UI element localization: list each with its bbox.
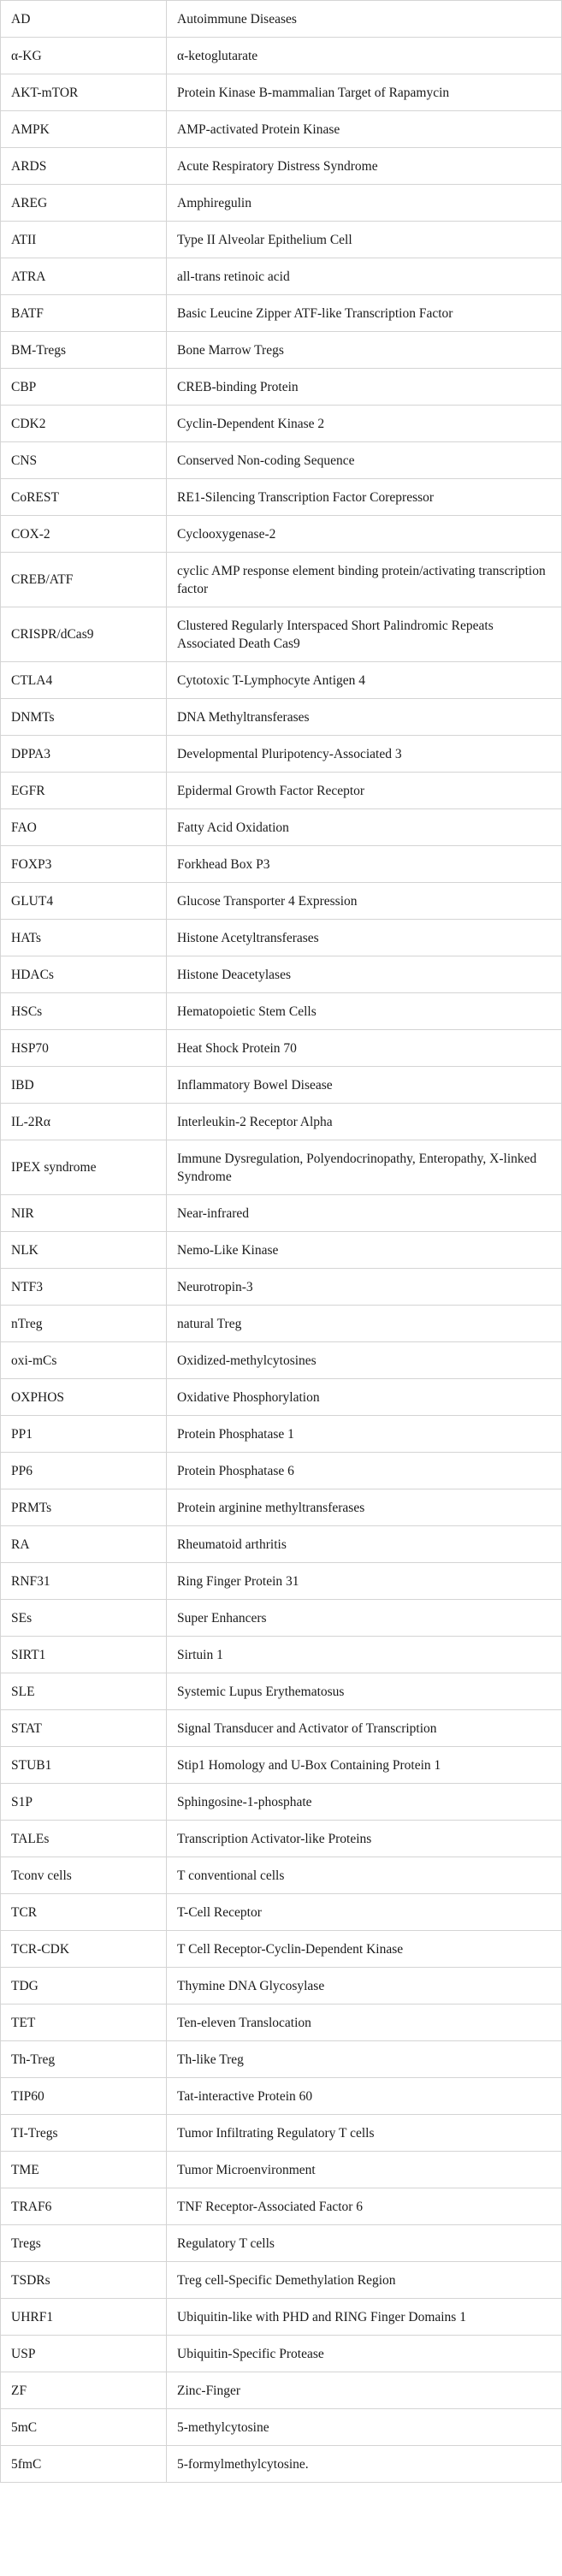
abbreviation-cell: PP1: [1, 1416, 167, 1453]
abbreviation-cell: SIRT1: [1, 1637, 167, 1673]
table-row: [1, 2078, 562, 2115]
abbreviation-cell: TALEs: [1, 1821, 167, 1857]
table-row: [1, 2115, 562, 2152]
abbreviation-cell: TCR: [1, 1894, 167, 1931]
table-row: [1, 773, 562, 809]
abbreviation-cell: CTLA4: [1, 662, 167, 699]
definition-cell: Stip1 Homology and U-Box Containing Protein 1: [167, 1747, 562, 1784]
definition-cell: Cytotoxic T-Lymphocyte Antigen 4: [167, 662, 562, 699]
table-row: [1, 1269, 562, 1306]
definition-cell: Basic Leucine Zipper ATF-like Transcription Factor: [167, 295, 562, 332]
definition-cell: Amphiregulin: [167, 185, 562, 222]
table-row: [1, 222, 562, 258]
table-row: [1, 1104, 562, 1140]
table-row: [1, 1, 562, 38]
abbreviation-cell: 5mC: [1, 2409, 167, 2446]
abbreviation-cell: HSP70: [1, 1030, 167, 1067]
abbreviation-cell: 5fmC: [1, 2446, 167, 2483]
table-row: [1, 699, 562, 736]
abbreviation-cell: TSDRs: [1, 2262, 167, 2299]
definition-cell: all-trans retinoic acid: [167, 258, 562, 295]
abbreviation-cell: UHRF1: [1, 2299, 167, 2336]
table-row: [1, 2225, 562, 2262]
abbreviation-cell: FOXP3: [1, 846, 167, 883]
definition-cell: α-ketoglutarate: [167, 38, 562, 74]
table-row: [1, 111, 562, 148]
table-row: [1, 809, 562, 846]
abbreviation-cell: IPEX syndrome: [1, 1140, 167, 1195]
definition-cell: Systemic Lupus Erythematosus: [167, 1673, 562, 1710]
abbreviation-cell: SEs: [1, 1600, 167, 1637]
definition-cell: RE1-Silencing Transcription Factor Corepressor: [167, 479, 562, 516]
abbreviation-cell: OXPHOS: [1, 1379, 167, 1416]
table-row: [1, 1489, 562, 1526]
table-row: [1, 369, 562, 406]
definition-cell: Histone Deacetylases: [167, 956, 562, 993]
abbreviation-cell: STUB1: [1, 1747, 167, 1784]
abbreviation-cell: HDACs: [1, 956, 167, 993]
table-row: [1, 1416, 562, 1453]
abbreviation-cell: TCR-CDK: [1, 1931, 167, 1968]
definition-cell: Sphingosine-1-phosphate: [167, 1784, 562, 1821]
definition-cell: T conventional cells: [167, 1857, 562, 1894]
definition-cell: Oxidized-methylcytosines: [167, 1342, 562, 1379]
abbreviation-cell: TME: [1, 2152, 167, 2188]
definition-cell: Protein Phosphatase 6: [167, 1453, 562, 1489]
abbreviation-cell: ATII: [1, 222, 167, 258]
table-row: [1, 1342, 562, 1379]
definition-cell: CREB-binding Protein: [167, 369, 562, 406]
abbreviation-cell: DPPA3: [1, 736, 167, 773]
definition-cell: 5-formylmethylcytosine.: [167, 2446, 562, 2483]
definition-cell: Interleukin-2 Receptor Alpha: [167, 1104, 562, 1140]
abbreviation-cell: CBP: [1, 369, 167, 406]
definition-cell: Transcription Activator-like Proteins: [167, 1821, 562, 1857]
abbreviation-cell: SLE: [1, 1673, 167, 1710]
abbreviation-cell: NLK: [1, 1232, 167, 1269]
definition-cell: Signal Transducer and Activator of Transcription: [167, 1710, 562, 1747]
table-row: [1, 2299, 562, 2336]
table-row: [1, 920, 562, 956]
abbreviation-cell: PRMTs: [1, 1489, 167, 1526]
abbreviation-cell: Tconv cells: [1, 1857, 167, 1894]
table-row: [1, 516, 562, 553]
definition-cell: Clustered Regularly Interspaced Short Palindromic Repeats Associated Death Cas9: [167, 607, 562, 662]
definition-cell: Developmental Pluripotency-Associated 3: [167, 736, 562, 773]
definition-cell: Near-infrared: [167, 1195, 562, 1232]
abbreviation-cell: TRAF6: [1, 2188, 167, 2225]
definition-cell: cyclic AMP response element binding protein/activating transcription factor: [167, 553, 562, 607]
abbreviation-cell: AD: [1, 1, 167, 38]
abbreviation-cell: COX-2: [1, 516, 167, 553]
abbreviation-cell: EGFR: [1, 773, 167, 809]
abbreviation-cell: RA: [1, 1526, 167, 1563]
definition-cell: Epidermal Growth Factor Receptor: [167, 773, 562, 809]
abbreviation-cell: α-KG: [1, 38, 167, 74]
abbreviation-cell: TDG: [1, 1968, 167, 2005]
table-row: [1, 846, 562, 883]
definition-cell: AMP-activated Protein Kinase: [167, 111, 562, 148]
table-row: [1, 1600, 562, 1637]
abbreviations-table-body: [1, 1, 562, 2483]
abbreviation-cell: HATs: [1, 920, 167, 956]
abbreviation-cell: AMPK: [1, 111, 167, 148]
definition-cell: Tumor Microenvironment: [167, 2152, 562, 2188]
abbreviation-cell: AKT-mTOR: [1, 74, 167, 111]
table-row: [1, 1821, 562, 1857]
abbreviation-cell: S1P: [1, 1784, 167, 1821]
abbreviation-cell: Tregs: [1, 2225, 167, 2262]
abbreviation-cell: NTF3: [1, 1269, 167, 1306]
definition-cell: Sirtuin 1: [167, 1637, 562, 1673]
definition-cell: Ten-eleven Translocation: [167, 2005, 562, 2041]
abbreviation-cell: NIR: [1, 1195, 167, 1232]
definition-cell: Fatty Acid Oxidation: [167, 809, 562, 846]
definition-cell: Neurotropin-3: [167, 1269, 562, 1306]
table-row: [1, 2005, 562, 2041]
table-row: [1, 883, 562, 920]
definition-cell: Cyclin-Dependent Kinase 2: [167, 406, 562, 442]
table-row: [1, 736, 562, 773]
table-row: [1, 553, 562, 607]
definition-cell: Acute Respiratory Distress Syndrome: [167, 148, 562, 185]
definition-cell: TNF Receptor-Associated Factor 6: [167, 2188, 562, 2225]
definition-cell: Regulatory T cells: [167, 2225, 562, 2262]
table-row: [1, 295, 562, 332]
table-row: [1, 2188, 562, 2225]
table-row: [1, 1067, 562, 1104]
definition-cell: Type II Alveolar Epithelium Cell: [167, 222, 562, 258]
abbreviation-cell: TIP60: [1, 2078, 167, 2115]
table-row: [1, 148, 562, 185]
definition-cell: Heat Shock Protein 70: [167, 1030, 562, 1067]
table-row: [1, 185, 562, 222]
table-row: [1, 1140, 562, 1195]
table-row: [1, 1931, 562, 1968]
table-row: [1, 1710, 562, 1747]
abbreviation-cell: STAT: [1, 1710, 167, 1747]
table-row: [1, 38, 562, 74]
abbreviation-cell: oxi-mCs: [1, 1342, 167, 1379]
definition-cell: Th-like Treg: [167, 2041, 562, 2078]
definition-cell: Zinc-Finger: [167, 2372, 562, 2409]
table-row: [1, 993, 562, 1030]
abbreviation-cell: ATRA: [1, 258, 167, 295]
definition-cell: Glucose Transporter 4 Expression: [167, 883, 562, 920]
abbreviation-cell: RNF31: [1, 1563, 167, 1600]
table-row: [1, 1379, 562, 1416]
definition-cell: Nemo-Like Kinase: [167, 1232, 562, 1269]
definition-cell: Hematopoietic Stem Cells: [167, 993, 562, 1030]
abbreviation-cell: ZF: [1, 2372, 167, 2409]
table-row: [1, 1526, 562, 1563]
table-row: [1, 1637, 562, 1673]
abbreviation-cell: USP: [1, 2336, 167, 2372]
definition-cell: Cyclooxygenase-2: [167, 516, 562, 553]
definition-cell: Tat-interactive Protein 60: [167, 2078, 562, 2115]
table-row: [1, 2446, 562, 2483]
definition-cell: T Cell Receptor-Cyclin-Dependent Kinase: [167, 1931, 562, 1968]
table-row: [1, 662, 562, 699]
definition-cell: 5-methylcytosine: [167, 2409, 562, 2446]
abbreviation-cell: TET: [1, 2005, 167, 2041]
table-row: [1, 442, 562, 479]
table-row: [1, 1747, 562, 1784]
table-row: [1, 2409, 562, 2446]
abbreviation-cell: FAO: [1, 809, 167, 846]
definition-cell: Protein Kinase B-mammalian Target of Rapamycin: [167, 74, 562, 111]
table-row: [1, 332, 562, 369]
abbreviation-cell: CoREST: [1, 479, 167, 516]
table-row: [1, 1673, 562, 1710]
definition-cell: Protein arginine methyltransferases: [167, 1489, 562, 1526]
table-row: [1, 1784, 562, 1821]
table-row: [1, 1195, 562, 1232]
definition-cell: Forkhead Box P3: [167, 846, 562, 883]
abbreviation-cell: nTreg: [1, 1306, 167, 1342]
table-row: [1, 406, 562, 442]
definition-cell: Thymine DNA Glycosylase: [167, 1968, 562, 2005]
table-row: [1, 2336, 562, 2372]
definition-cell: Ring Finger Protein 31: [167, 1563, 562, 1600]
table-row: [1, 1968, 562, 2005]
definition-cell: Tumor Infiltrating Regulatory T cells: [167, 2115, 562, 2152]
definition-cell: Ubiquitin-like with PHD and RING Finger Domains 1: [167, 2299, 562, 2336]
abbreviation-cell: TI-Tregs: [1, 2115, 167, 2152]
abbreviation-cell: AREG: [1, 185, 167, 222]
abbreviation-cell: IL-2Rα: [1, 1104, 167, 1140]
abbreviation-cell: CNS: [1, 442, 167, 479]
abbreviation-cell: DNMTs: [1, 699, 167, 736]
abbreviation-cell: ARDS: [1, 148, 167, 185]
table-row: [1, 1030, 562, 1067]
table-row: [1, 1563, 562, 1600]
definition-cell: Super Enhancers: [167, 1600, 562, 1637]
table-row: [1, 2262, 562, 2299]
definition-cell: Conserved Non-coding Sequence: [167, 442, 562, 479]
table-row: [1, 1232, 562, 1269]
definition-cell: Bone Marrow Tregs: [167, 332, 562, 369]
abbreviation-cell: BM-Tregs: [1, 332, 167, 369]
table-row: [1, 2152, 562, 2188]
definition-cell: Rheumatoid arthritis: [167, 1526, 562, 1563]
definition-cell: Ubiquitin-Specific Protease: [167, 2336, 562, 2372]
definition-cell: Immune Dysregulation, Polyendocrinopathy, Enteropathy, X-linked Syndrome: [167, 1140, 562, 1195]
definition-cell: Treg cell-Specific Demethylation Region: [167, 2262, 562, 2299]
table-row: [1, 258, 562, 295]
definition-cell: Autoimmune Diseases: [167, 1, 562, 38]
abbreviation-cell: PP6: [1, 1453, 167, 1489]
definition-cell: natural Treg: [167, 1306, 562, 1342]
definition-cell: Protein Phosphatase 1: [167, 1416, 562, 1453]
table-row: [1, 1857, 562, 1894]
definition-cell: Histone Acetyltransferases: [167, 920, 562, 956]
abbreviation-cell: HSCs: [1, 993, 167, 1030]
table-row: [1, 74, 562, 111]
abbreviation-cell: GLUT4: [1, 883, 167, 920]
definition-cell: Oxidative Phosphorylation: [167, 1379, 562, 1416]
table-row: [1, 1306, 562, 1342]
abbreviation-cell: Th-Treg: [1, 2041, 167, 2078]
abbreviation-cell: CREB/ATF: [1, 553, 167, 607]
abbreviation-cell: IBD: [1, 1067, 167, 1104]
abbreviation-cell: CRISPR/dCas9: [1, 607, 167, 662]
abbreviation-cell: CDK2: [1, 406, 167, 442]
table-row: [1, 2372, 562, 2409]
table-row: [1, 956, 562, 993]
definition-cell: Inflammatory Bowel Disease: [167, 1067, 562, 1104]
abbreviation-cell: BATF: [1, 295, 167, 332]
table-row: [1, 1894, 562, 1931]
table-row: [1, 479, 562, 516]
table-row: [1, 1453, 562, 1489]
table-row: [1, 2041, 562, 2078]
definition-cell: DNA Methyltransferases: [167, 699, 562, 736]
table-row: [1, 607, 562, 662]
definition-cell: T-Cell Receptor: [167, 1894, 562, 1931]
